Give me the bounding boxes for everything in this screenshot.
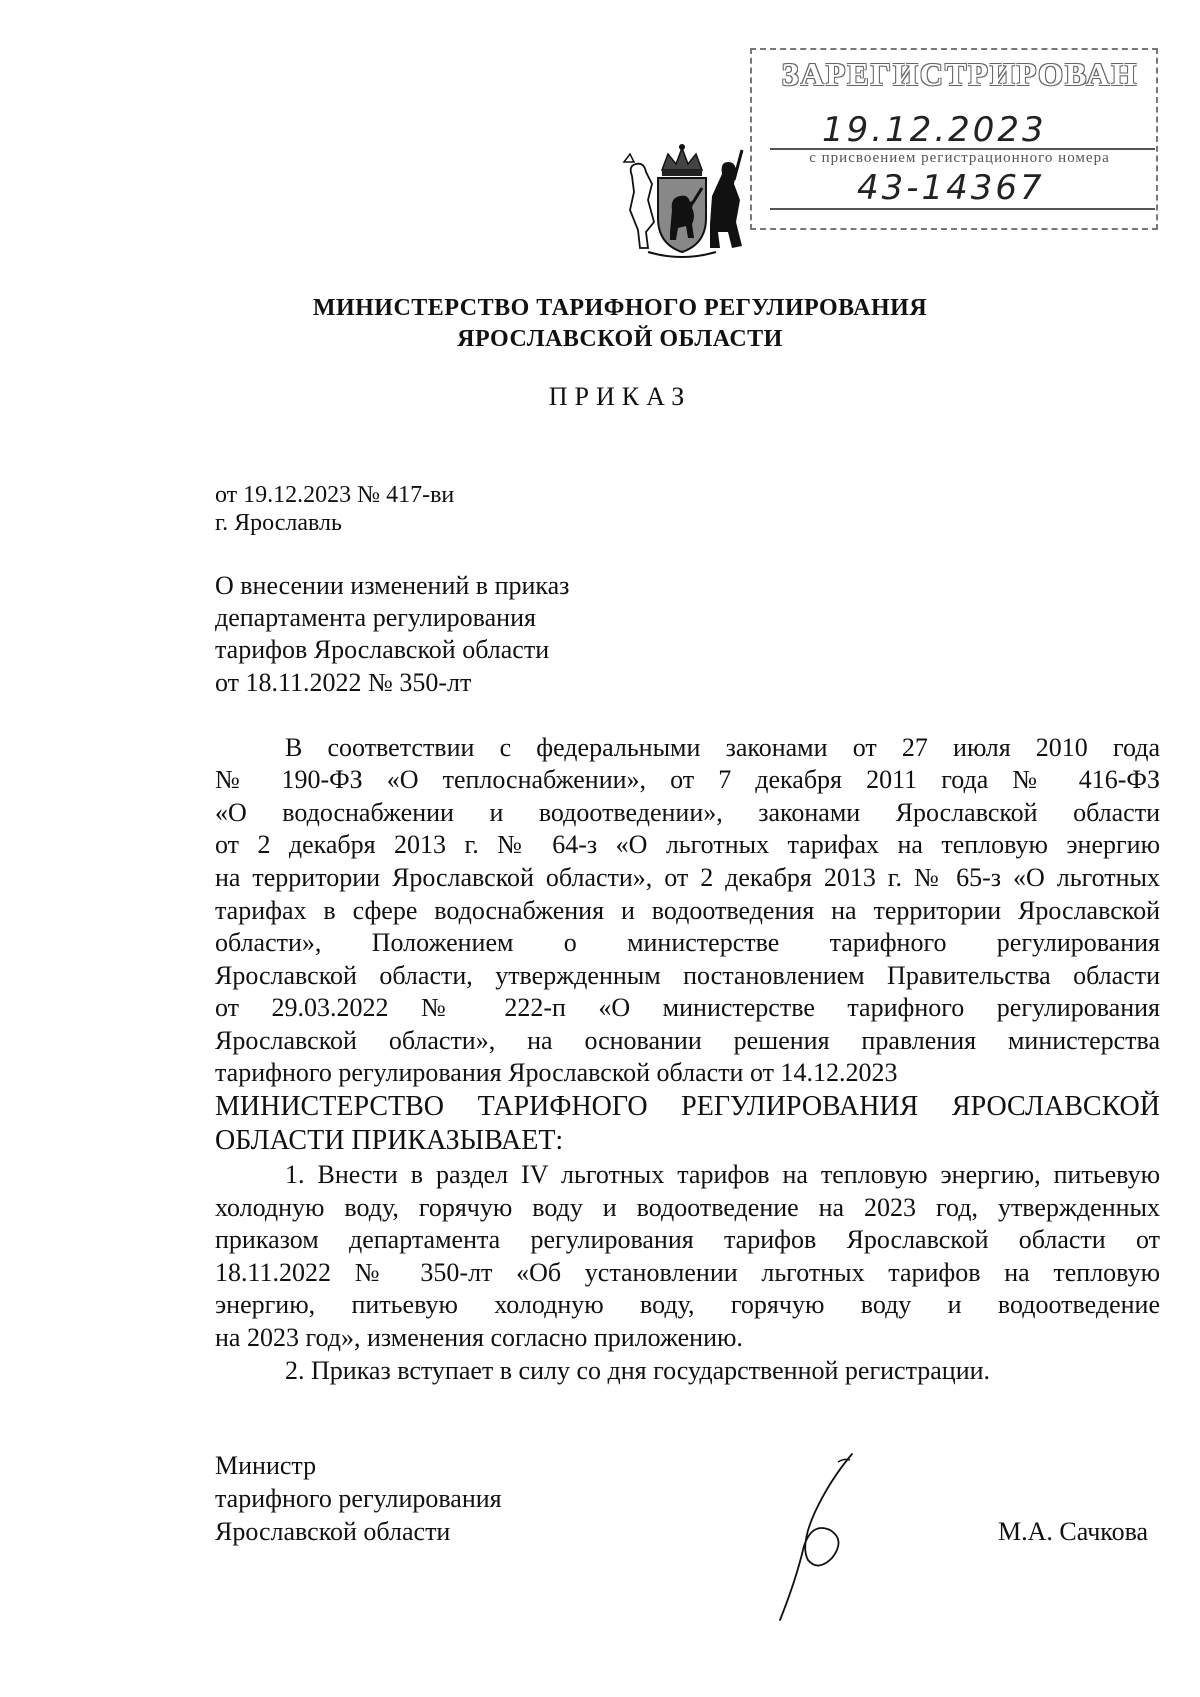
item-1-line: 1. Внести в раздел IV льготных тарифов на тепловую энергию, питьевую: [285, 1160, 1160, 1189]
order-city: г. Ярославль: [215, 510, 342, 536]
signatory-title-line: Ярославской области: [215, 1517, 451, 1546]
body-line: области», Положением о министерстве тарифного регулирования: [215, 928, 1160, 957]
body-line: Ярославской области, утвержденным постановлением Правительства области: [215, 961, 1160, 990]
coat-of-arms-emblem: [618, 140, 746, 260]
body-line: от 29.03.2022 № 222-п «О министерстве тарифного регулирования: [215, 993, 1160, 1022]
item-1-line: энергию, питьевую холодную воду, горячую воду и водоотведение: [215, 1290, 1160, 1319]
body-line: тарифного регулирования Ярославской области от 14.12.2023: [215, 1058, 898, 1087]
signatory-title-line: Министр: [215, 1451, 317, 1480]
body-line: В соответствии с федеральными законами от 27 июля 2010 года: [285, 733, 1160, 762]
order-date-number: от 19.12.2023 № 417-ви: [215, 482, 455, 508]
stamp-title: ЗАРЕГИСТРИРОВАН: [781, 56, 1139, 92]
order-phrase-line: МИНИСТЕРСТВО ТАРИФНОГО РЕГУЛИРОВАНИЯ ЯРОСЛАВСКОЙ: [215, 1091, 1160, 1122]
item-1-line: на 2023 год», изменения согласно приложению.: [215, 1323, 743, 1352]
stamp-number: 43-14367: [857, 168, 1045, 208]
order-phrase-line: ОБЛАСТИ ПРИКАЗЫВАЕТ:: [215, 1125, 564, 1156]
body-line: от 2 декабря 2013 г. № 64-з «О льготных тарифах на тепловую энергию: [215, 830, 1160, 859]
subject-line: от 18.11.2022 № 350-лт: [215, 668, 472, 697]
signatory-title-line: тарифного регулирования: [215, 1484, 502, 1513]
document-type: ПРИКАЗ: [548, 382, 692, 411]
body-line: № 190-ФЗ «О теплоснабжении», от 7 декабря 2011 года № 416-ФЗ: [215, 765, 1160, 794]
registration-stamp: [750, 48, 1158, 230]
body-line: тарифах в сфере водоснабжения и водоотведения на территории Ярославской: [215, 896, 1160, 925]
body-line: на территории Ярославской области», от 2 декабря 2013 г. № 65-з «О льготных: [215, 863, 1160, 892]
body-line: Ярославской области», на основании решения правления министерства: [215, 1026, 1160, 1055]
subject-line: О внесении изменений в приказ: [215, 571, 570, 600]
ministry-name-line1: МИНИСТЕРСТВО ТАРИФНОГО РЕГУЛИРОВАНИЯ: [312, 295, 928, 321]
ministry-name-line2: ЯРОСЛАВСКОЙ ОБЛАСТИ: [457, 326, 783, 352]
signatory-name: М.А. Сачкова: [998, 1517, 1149, 1546]
body-line: «О водоснабжении и водоотведении», законами Ярославской области: [215, 798, 1160, 827]
item-1-line: холодную воду, горячую воду и водоотведение на 2023 год, утвержденных: [215, 1193, 1160, 1222]
subject-line: тарифов Ярославской области: [215, 635, 550, 664]
subject-line: департамента регулирования: [215, 603, 536, 632]
item-2-line: 2. Приказ вступает в силу со дня государственной регистрации.: [285, 1356, 991, 1385]
item-1-line: 18.11.2022 № 350-лт «Об установлении льготных тарифов на тепловую: [215, 1258, 1160, 1287]
item-1-line: приказом департамента регулирования тарифов Ярославской области от: [215, 1225, 1160, 1254]
stamp-caption: с присвоением регистрационного номера: [809, 150, 1110, 166]
handwritten-signature: [760, 1450, 870, 1625]
stamp-date: 19.12.2023: [822, 110, 1047, 150]
